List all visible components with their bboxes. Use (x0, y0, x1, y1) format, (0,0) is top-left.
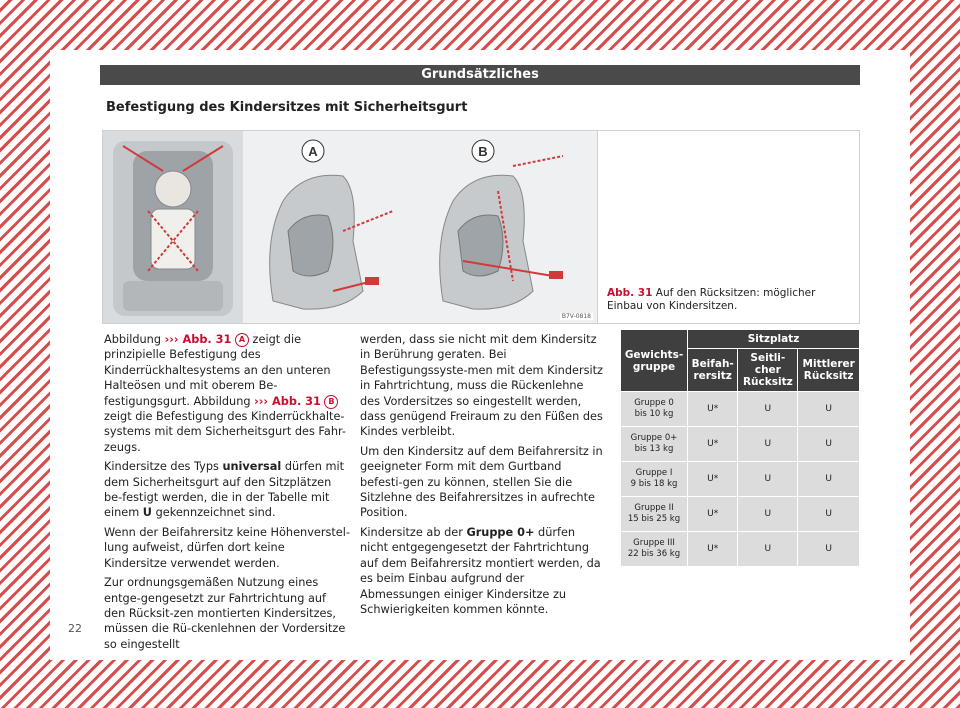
table-cell: U* (688, 392, 738, 427)
paragraph-5: werden, dass sie nicht mit dem Kindersitz in Berührung geraten. Bei Befestigungssyste-men mit dem Kindersitz in Fahrtrichtung, muss die Rückenlehne des Vordersitzes so eingestellt werden, dass genügend Freiraum zu den Füßen des Kindes verbleibt. (360, 333, 603, 439)
text-run: dürfen mit dem Sicherheitsgurt auf den Sitzplätzen be-festigt werden, die in der Tabelle mit einem (104, 460, 345, 520)
text-run: Kindersitze ab der (360, 525, 467, 539)
paragraph-7 (360, 525, 606, 617)
text-run: Kindersitze des Typs (104, 460, 223, 474)
chapter-header: Grundsätzliches (100, 65, 860, 85)
table-cell-group: Gruppe 0 bis 10 kg (621, 392, 688, 427)
table-row (621, 462, 860, 497)
table-cell-group: Gruppe I 9 bis 18 kg (621, 462, 688, 497)
table-header-col: Beifah-rersitz (688, 349, 738, 392)
table-row (621, 392, 860, 427)
bold-term: U (142, 506, 152, 520)
table-header-group: Gewichts-gruppe (621, 330, 688, 392)
table-cell: U (798, 462, 860, 497)
table-cell-group: Gruppe II 15 bis 25 kg (621, 497, 688, 532)
table-cell: U (798, 392, 860, 427)
figure-label-a: A (308, 144, 318, 159)
figure-reference-link[interactable]: ››› Abb. 31 (164, 333, 232, 346)
text-run: Abbildung (104, 333, 165, 346)
table-cell: U* (688, 427, 738, 462)
table-cell: U* (688, 532, 738, 567)
table-cell-group: Gruppe 0+ bis 13 kg (621, 427, 688, 462)
marker-b-icon: B (324, 395, 338, 409)
figure-caption-text: Auf den Rücksitzen: möglicher Einbau von Kindersitzen. (607, 287, 816, 312)
text-column-1 (104, 332, 350, 656)
table-header-col: Seitli-cher Rücksitz (738, 349, 798, 392)
child-seat-illustration (103, 131, 597, 323)
table-cell: U (738, 427, 798, 462)
table-cell: U (798, 427, 860, 462)
seat-table (620, 329, 860, 567)
bold-term: universal (222, 460, 282, 474)
bold-term: Gruppe 0+ (466, 525, 535, 539)
text-run: zeigt die Befestigung des Kinderrückhalte-systems mit dem Sicherheitsgurt des Fahr-zeugs. (104, 410, 346, 454)
table-cell: U (738, 462, 798, 497)
figure-caption (607, 287, 847, 313)
page (50, 50, 910, 660)
figure (102, 130, 860, 324)
table-cell: U (738, 392, 798, 427)
paragraph-3: Wenn der Beifahrersitz keine Höhenverstel-lung aufweist, dürfen dort keine Kindersitze verwendet werden. (104, 525, 350, 570)
page-number: 22 (68, 622, 82, 635)
table-cell-group: Gruppe III 22 bis 36 kg (621, 532, 688, 567)
table-header-sitzplatz: Sitzplatz (688, 330, 860, 349)
table-cell: U (738, 532, 798, 567)
section-title: Befestigung des Kindersitzes mit Sicherheitsgurt (106, 100, 468, 115)
table-cell: U* (688, 462, 738, 497)
table-header-col: Mittlerer Rücksitz (798, 349, 860, 392)
table-cell: U (798, 497, 860, 532)
paragraph-2 (104, 459, 350, 521)
table-cell: U (798, 532, 860, 567)
table-row (621, 532, 860, 567)
text-run: dürfen nicht entgegengesetzt der Fahrtrichtung auf dem Beifahrersitz montiert werden, da es beim Einbau aufgrund der Abmessungen einiger Kindersitze zu Schwierigkeiten kommen könnte. (360, 525, 601, 616)
figure-code: B7V-0818 (561, 313, 591, 320)
figure-label-b: B (478, 144, 488, 159)
paragraph-1 (104, 332, 350, 455)
marker-a-icon: A (235, 333, 249, 347)
figure-illustration (103, 131, 598, 323)
table-row (621, 497, 860, 532)
paragraph-6: Um den Kindersitz auf dem Beifahrersitz in geeigneter Form mit dem Gurtband befesti-gen zu können, stellen Sie die Sitzlehne des Beifahrersitzes in aufrechte Position. (360, 444, 603, 520)
text-column-2 (360, 332, 606, 621)
text-run: zeigt die prinzipielle Befestigung des Kinderrückhaltesystems an den unteren Halteösen und mit oberem Be-festigungsgurt. Abbildung (104, 333, 331, 408)
figure-caption-label: Abb. 31 (607, 287, 653, 299)
paragraph-4: Zur ordnungsgemäßen Nutzung eines entge-gengesetzt zur Fahrtrichtung auf den Rücksit-zen montierten Kindersitzes, müssen die Rü-ckenlehnen der Vordersitze so eingestellt (104, 576, 346, 651)
figure-reference-link[interactable]: ››› Abb. 31 (254, 394, 321, 408)
table-cell: U* (688, 497, 738, 532)
table-row (621, 427, 860, 462)
table-cell: U (738, 497, 798, 532)
text-run: gekennzeichnet sind. (151, 506, 276, 520)
